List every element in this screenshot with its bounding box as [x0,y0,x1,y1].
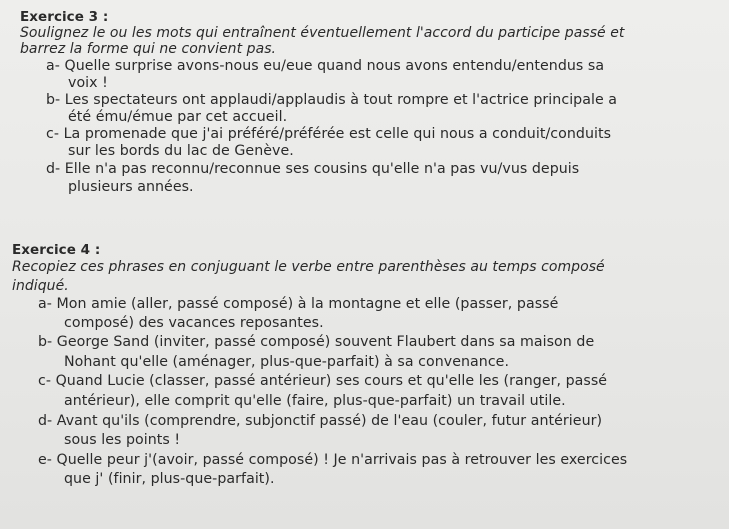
exercise-3-item-c-line-1: c- La promenade que j'ai préféré/préférée est celle qui nous a conduit/conduits [46,126,612,142]
exercise-3-item-a-line-2: voix ! [68,75,108,91]
exercise-3-instruction-line-1: Soulignez le ou les mots qui entraînent éventuellement l'accord du participe passé et [20,25,625,41]
exercise-4-item-e-line-1: e- Quelle peur j'(avoir, passé composé) ! Je n'arrivais pas à retrouver les exercices [38,452,628,468]
exercise-4-item-d-line-2: sous les points ! [64,432,181,448]
exercise-3-item-d-line-2: plusieurs années. [68,179,194,195]
exercise-4-item-b-line-2: Nohant qu'elle (aménager, plus-que-parfait) à sa convenance. [64,354,510,370]
exercise-4-title: Exercice 4 : [12,242,101,258]
exercise-4-item-a-line-1: a- Mon amie (aller, passé composé) à la montagne et elle (passer, passé [38,296,559,312]
exercise-4-item-e-line-2: que j' (finir, plus-que-parfait). [64,471,275,487]
exercise-4-item-d-line-1: d- Avant qu'ils (comprendre, subjonctif passé) de l'eau (couler, futur antérieur) [38,413,603,429]
exercise-3-item-c-line-2: sur les bords du lac de Genève. [68,143,294,159]
exercise-3-item-b-line-2: été ému/émue par cet accueil. [68,109,288,125]
exercise-4-item-c-line-2: antérieur), elle comprit qu'elle (faire, plus-que-parfait) un travail utile. [64,393,566,409]
exercise-4-item-a-line-2: composé) des vacances reposantes. [64,315,324,331]
exercise-3-title: Exercice 3 : [20,9,109,25]
exercise-4-instruction-line-1: Recopiez ces phrases en conjuguant le verbe entre parenthèses au temps composé [12,259,605,275]
exercise-3-item-a-line-1: a- Quelle surprise avons-nous eu/eue quand nous avons entendu/entendus sa [46,58,605,74]
exercise-4-item-c-line-1: c- Quand Lucie (classer, passé antérieur) ses cours et qu'elle les (ranger, passé [38,373,608,389]
exercise-3-item-b-line-1: b- Les spectateurs ont applaudi/applaudis à tout rompre et l'actrice principale a [46,92,618,108]
exercise-4-item-b-line-1: b- George Sand (inviter, passé composé) souvent Flaubert dans sa maison de [38,334,595,350]
exercise-3-instruction-line-2: barrez la forme qui ne convient pas. [20,41,277,57]
exercise-4-instruction-line-2: indiqué. [12,278,69,294]
exercise-3-item-d-line-1: d- Elle n'a pas reconnu/reconnue ses cousins qu'elle n'a pas vu/vus depuis [46,161,580,177]
